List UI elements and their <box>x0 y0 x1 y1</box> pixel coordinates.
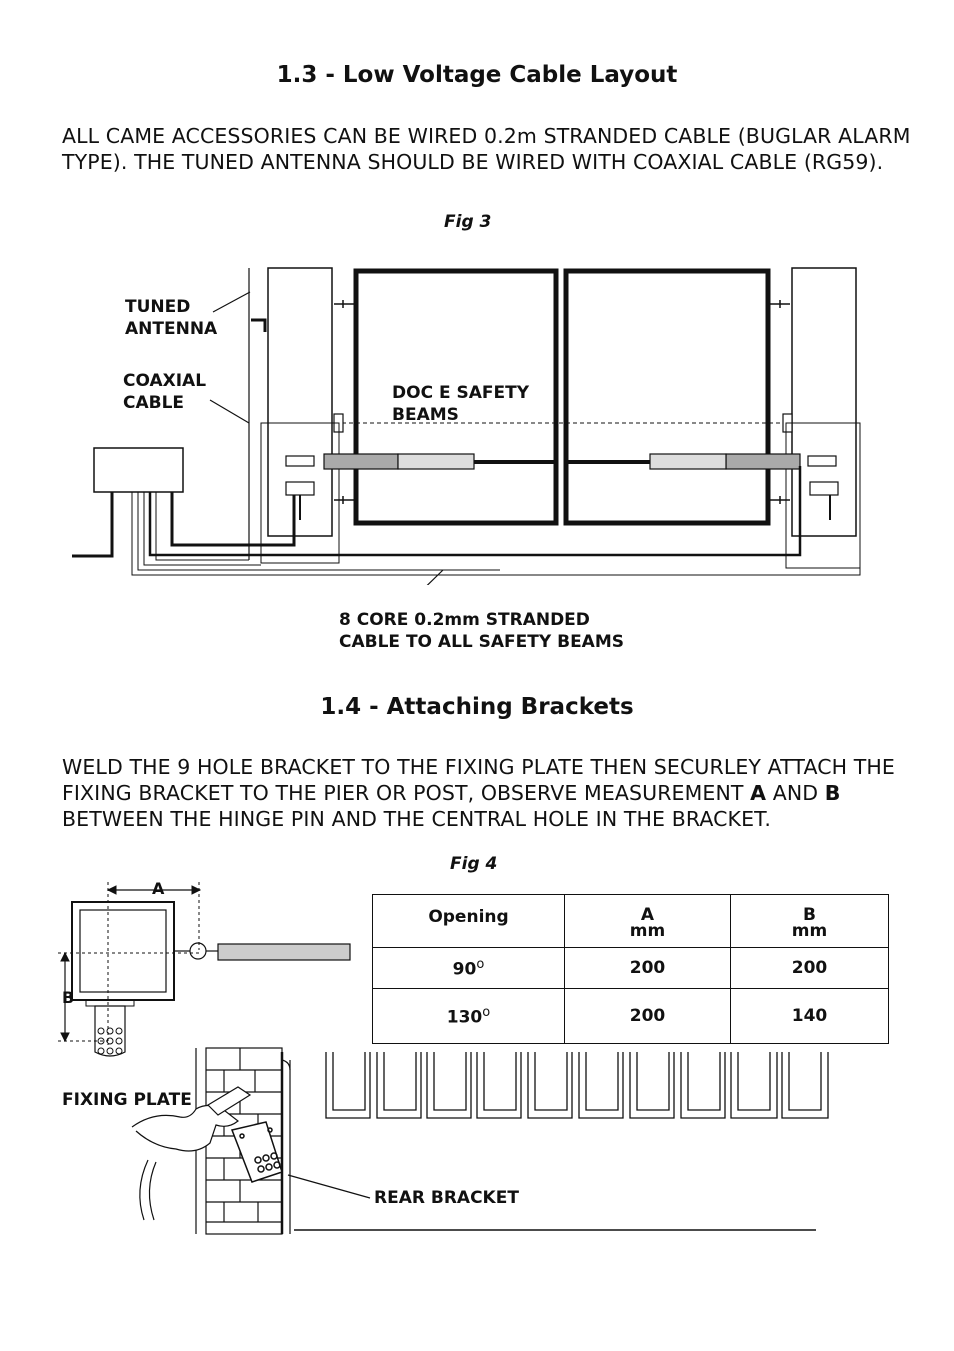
right-pier <box>792 268 856 536</box>
right-gate-leaf <box>566 271 768 523</box>
cable-layout-paragraph: ALL CAME ACCESSORIES CAN BE WIRED 0.2m STRANDED CABLE (BUGLAR ALARM TYPE). THE TUNED ANTENNA SHOULD BE WIRED WITH COAXIAL CABLE (RG59). <box>62 124 911 174</box>
operator-arm <box>218 944 350 960</box>
header-opening: Opening <box>373 895 565 948</box>
antenna-mount <box>251 320 265 332</box>
dimension-b-label: B <box>62 988 75 1007</box>
b-value-cell: 140 <box>731 989 889 1044</box>
post-outer <box>72 902 174 1000</box>
stranded-cable-label: 8 CORE 0.2mm STRANDED CABLE TO ALL SAFETY BEAMS <box>339 610 624 652</box>
table-row <box>373 948 889 989</box>
b-value-cell: 200 <box>731 948 889 989</box>
section-title-attaching-brackets: 1.4 - Attaching Brackets <box>320 694 634 720</box>
tuned-antenna-label: TUNED ANTENNA <box>125 297 218 339</box>
fixing-plate-label: FIXING PLATE <box>62 1090 192 1110</box>
section-title-cable-layout: 1.3 - Low Voltage Cable Layout <box>276 62 678 88</box>
a-value-cell: 200 <box>565 989 731 1044</box>
fig-3-label: Fig 3 <box>444 212 492 232</box>
opening-cell: 130$^o$ <box>373 989 565 1044</box>
table-header-row <box>373 895 889 948</box>
safety-beams-label: DOC E SAFETY BEAMS <box>392 383 530 425</box>
left-operator <box>324 454 398 469</box>
control-box <box>94 448 183 492</box>
rear-bracket-label: REAR BRACKET <box>374 1188 519 1208</box>
measurement-table <box>372 894 889 1044</box>
table-row <box>373 989 889 1044</box>
fig-4-label: Fig 4 <box>450 854 498 874</box>
coaxial-cable-label: COAXIAL CABLE <box>123 371 207 413</box>
header-a-mm: A mm <box>565 895 731 948</box>
opening-cell: 90$^o$ <box>373 948 565 989</box>
a-value-cell: 200 <box>565 948 731 989</box>
header-b-mm: B mm <box>731 895 889 948</box>
attaching-brackets-paragraph: WELD THE 9 HOLE BRACKET TO THE FIXING PLATE THEN SECURLEY ATTACH THE FIXING BRACKET TO THE PIER OR POST, OBSERVE MEASUREMENT A AND B BETWEEN THE HINGE PIN AND THE CENTRAL HOLE IN THE BRACKET. <box>62 755 895 831</box>
right-operator <box>726 454 800 469</box>
dimension-a-label: A <box>152 879 165 898</box>
